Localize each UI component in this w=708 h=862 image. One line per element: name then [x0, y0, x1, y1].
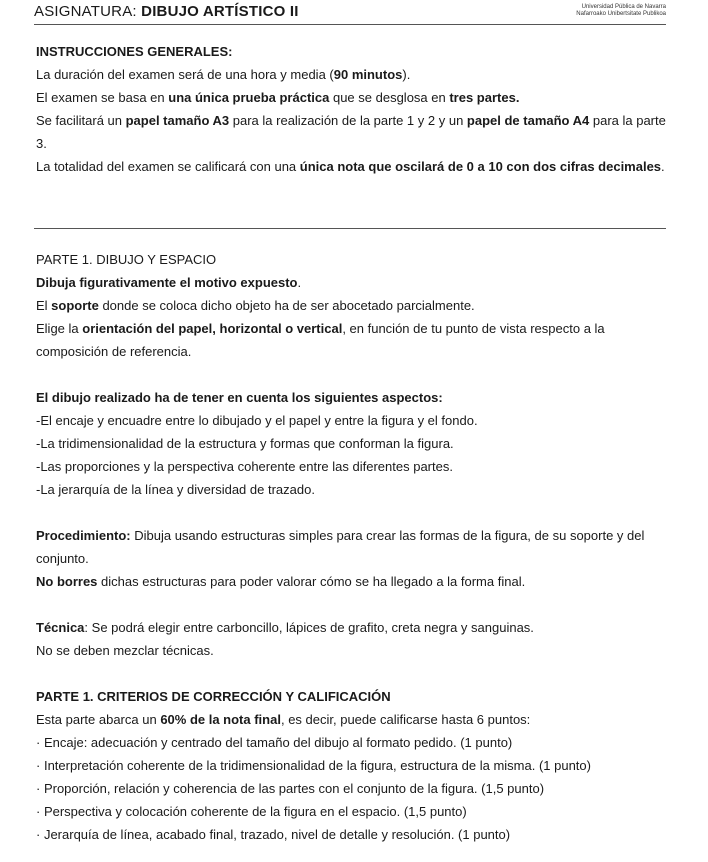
general-line-duration: La duración del examen será de una hora y media (90 minutos). — [36, 67, 411, 82]
part1-orientation: Elige la orientación del papel, horizontal o vertical, en función de tu punto de vista respecto a la composición de referencia. — [36, 321, 605, 359]
aspect-item: -El encaje y encuadre entre lo dibujado y el papel y entre la figura y el fondo. — [36, 413, 478, 428]
general-heading: INSTRUCCIONES GENERALES: — [36, 44, 233, 59]
subject-prefix: ASIGNATURA: — [34, 3, 137, 20]
criteria-item: · Encaje: adecuación y centrado del tamaño del dibujo al formato pedido. (1 punto) — [36, 731, 666, 754]
page-header — [34, 0, 666, 25]
part1-heading: PARTE 1. DIBUJO Y ESPACIO — [36, 252, 217, 267]
criteria-intro: Esta parte abarca un 60% de la nota final, es decir, puede calificarse hasta 6 puntos: — [36, 712, 531, 727]
general-line-paper: Se facilitará un papel tamaño A3 para la realización de la parte 1 y 2 y un papel de tamaño A4 para la parte 3. — [36, 113, 666, 151]
technique-text: Técnica: Se podrá elegir entre carboncillo, lápices de grafito, creta negra y sanguinas. — [36, 620, 534, 635]
criteria-item: · Jerarquía de línea, acabado final, trazado, nivel de detalle y resolución. (1 punto) — [36, 823, 666, 846]
section-divider — [34, 228, 666, 229]
procedure-text: Procedimiento: Dibuja usando estructuras simples para crear las formas de la figura, de su soporte y del conjunto. — [36, 528, 645, 566]
general-line-exam: El examen se basa en una única prueba práctica que se desglosa en tres partes. — [36, 90, 520, 105]
technique-note: No se deben mezclar técnicas. — [36, 643, 214, 658]
criteria-item: · Interpretación coherente de la tridimensionalidad de la figura, estructura de la misma. (1 punto) — [36, 754, 666, 777]
general-line-grade: La totalidad del examen se calificará con una única nota que oscilará de 0 a 10 con dos cifras decimales. — [36, 159, 665, 174]
general-instructions — [36, 40, 666, 178]
university-name-es: Universidad Pública de Navarra — [581, 4, 666, 10]
aspect-item: -Las proporciones y la perspectiva coherente entre las diferentes partes. — [36, 459, 453, 474]
aspect-item: -La jerarquía de la línea y diversidad de trazado. — [36, 482, 315, 497]
no-erase-text: No borres dichas estructuras para poder valorar cómo se ha llegado a la forma final. — [36, 574, 526, 589]
subject-name: DIBUJO ARTÍSTICO II — [141, 3, 299, 20]
part1-support: El soporte donde se coloca dicho objeto ha de ser abocetado parcialmente. — [36, 298, 475, 313]
criteria-item: · Perspectiva y colocación coherente de la figura en el espacio. (1,5 punto) — [36, 800, 666, 823]
university-logo-text — [576, 4, 666, 18]
part1-task: Dibuja figurativamente el motivo expuesto. — [36, 275, 302, 290]
university-name-eu: Nafarroako Unibertsitate Publikoa — [576, 11, 666, 17]
aspect-item: -La tridimensionalidad de la estructura y formas que conforman la figura. — [36, 436, 454, 451]
criteria-item: · Proporción, relación y coherencia de las partes con el conjunto de la figura. (1,5 punto) — [36, 777, 666, 800]
aspects-heading: El dibujo realizado ha de tener en cuenta los siguientes aspectos: — [36, 390, 443, 405]
subject-title — [34, 3, 299, 20]
part1-section — [36, 248, 666, 846]
criteria-heading: PARTE 1. CRITERIOS DE CORRECCIÓN Y CALIFICACIÓN — [36, 689, 391, 704]
